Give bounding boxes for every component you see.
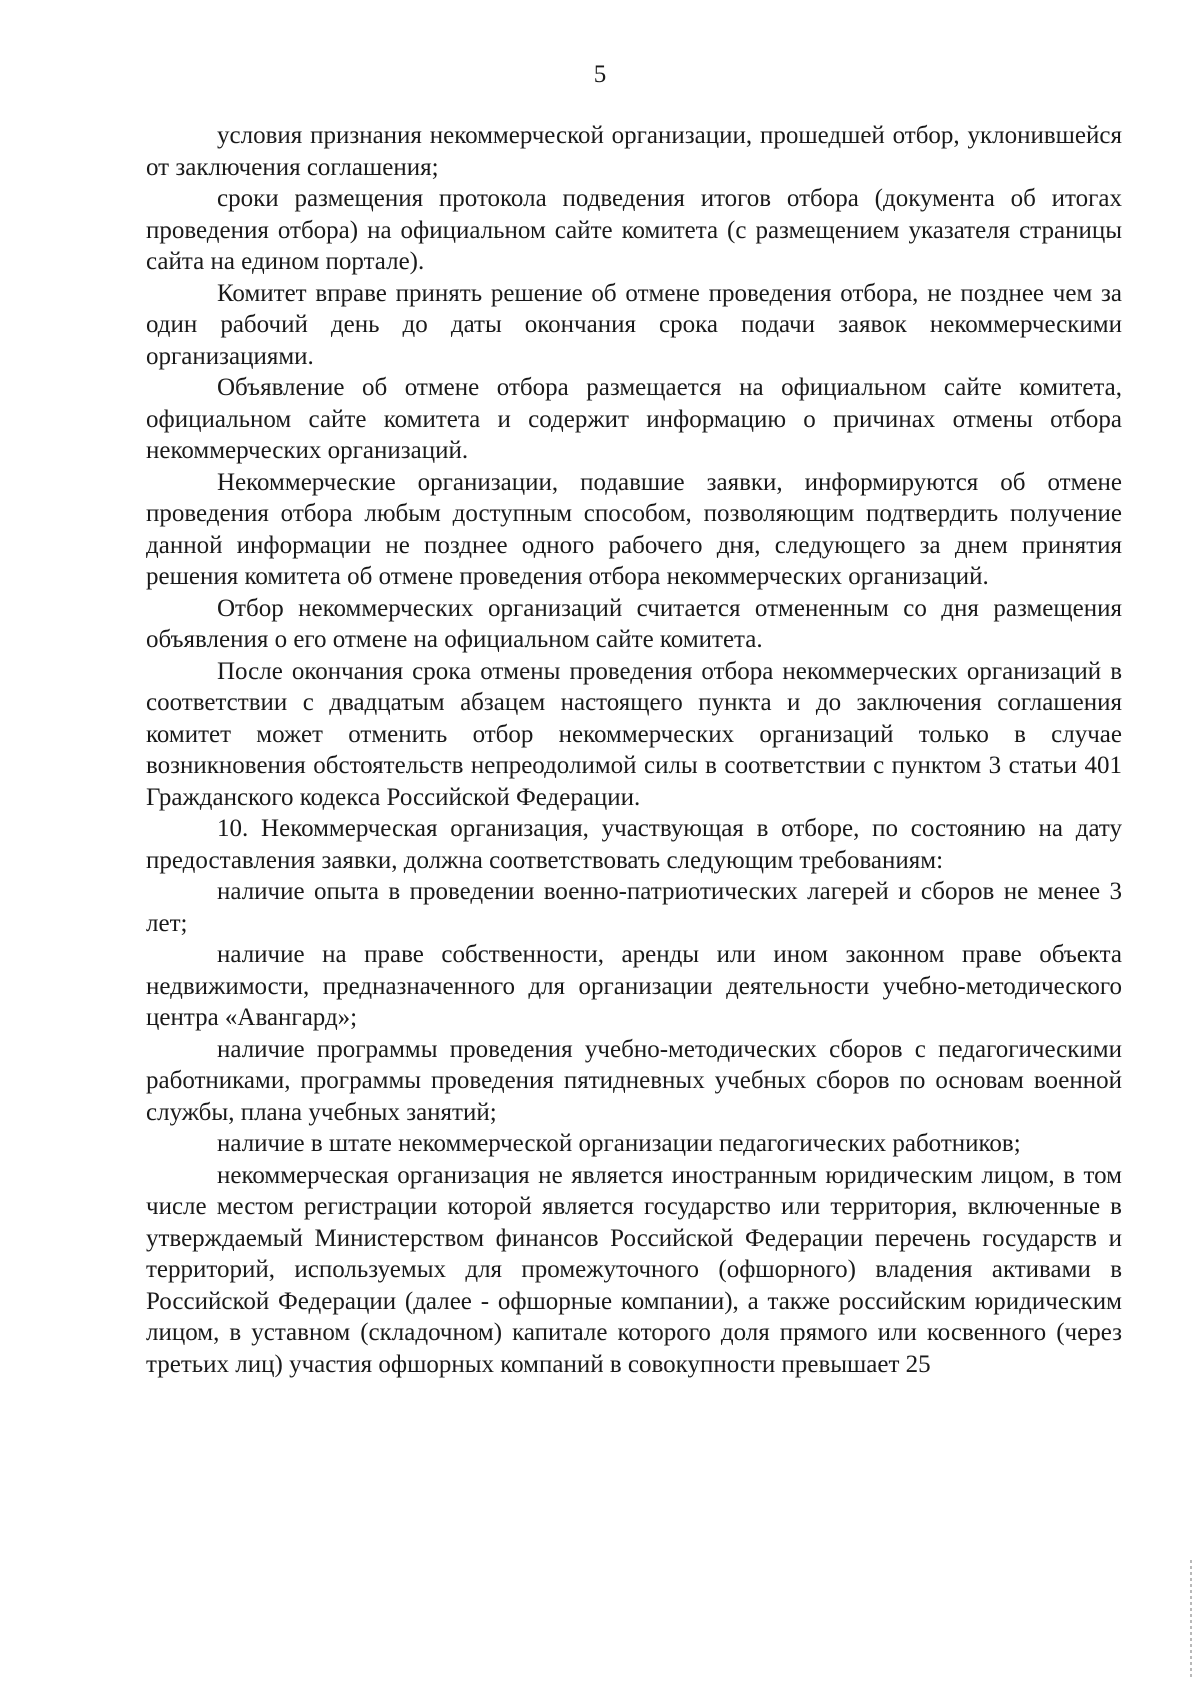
paragraph: наличие на праве собственности, аренды или ином законном праве объекта недвижимости, предназначенного для организации деятельности учебно-методического центра «Авангард»; [146, 941, 1122, 1031]
paragraph: сроки размещения протокола подведения итогов отбора (документа об итогах проведения отбора) на официальном сайте комитета (с размещением указателя страницы сайта на едином портале). [146, 185, 1122, 275]
paragraph: Отбор некоммерческих организаций считается отмененным со дня размещения объявления о его отмене на официальном сайте комитета. [146, 594, 1122, 653]
paragraph: наличие опыта в проведении военно-патриотических лагерей и сборов не менее 3 лет; [146, 878, 1122, 937]
scan-edge-mark [1190, 1560, 1192, 1680]
page-number: 5 [593, 61, 607, 88]
paragraph: наличие в штате некоммерческой организации педагогических работников; [217, 1130, 1021, 1157]
paragraph: Объявление об отмене отбора размещается на официальном сайте комитета, официальном сайте комитета и содержит информацию о причинах отмены отбора некоммерческих организаций. [146, 374, 1122, 464]
paragraph: некоммерческая организация не является иностранным юридическим лицом, в том числе местом регистрации которой является государство или территория, включенные в утверждаемый Министерством финансов Российской Федерации перечень государств и территорий, используемых для промежуточного (офшорного) владения активами в Российской Федерации (далее - офшорные компании), а также российским юридическим лицом, в уставном (складочном) капитале которого доля прямого или косвенного (через третьих лиц) участия офшорных компаний в совокупности превышает 25 [146, 1161, 1122, 1378]
numbered-paragraph: 10. Некоммерческая организация, участвующая в отборе, по состоянию на дату предоставления заявки, должна соответствовать следующим требованиям: [146, 815, 1122, 874]
document-body [146, 120, 1122, 1380]
paragraph: После окончания срока отмены проведения отбора некоммерческих организаций в соответствии с двадцатым абзацем настоящего пункта и до заключения соглашения комитет может отменить отбор некоммерческих организаций только в случае возникновения обстоятельств непреодолимой силы в соответствии с пунктом 3 статьи 401 Гражданского кодекса Российской Федерации. [146, 657, 1122, 811]
paragraph: условия признания некоммерческой организации, прошедшей отбор, уклонившейся от заключения соглашения; [146, 122, 1122, 181]
paragraph: наличие программы проведения учебно-методических сборов с педагогическими работниками, программы проведения пятидневных учебных сборов по основам военной службы, плана учебных занятий; [146, 1035, 1122, 1126]
paragraph: Комитет вправе принять решение об отмене проведения отбора, не позднее чем за один рабочий день до даты окончания срока подачи заявок некоммерческими организациями. [146, 279, 1122, 370]
paragraph: Некоммерческие организации, подавшие заявки, информируются об отмене проведения отбора любым доступным способом, позволяющим подтвердить получение данной информации не позднее одного рабочего дня, следующего за днем принятия решения комитета об отмене проведения отбора некоммерческих организаций. [146, 468, 1122, 590]
